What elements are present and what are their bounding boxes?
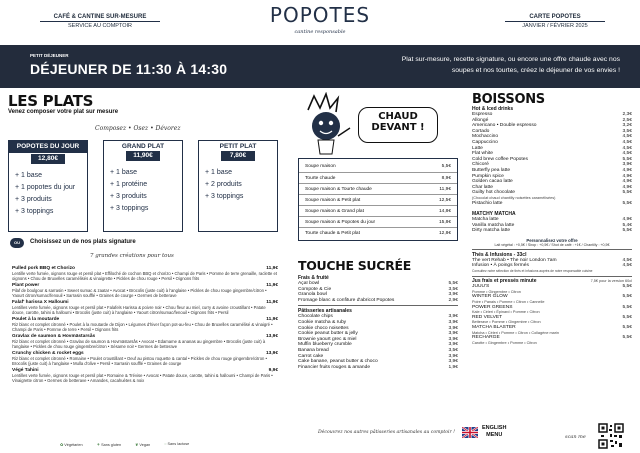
banner-text <box>360 54 620 76</box>
dessert-name: Compote & Cie <box>298 286 332 292</box>
drink-price: 3,9€ <box>622 162 632 168</box>
header-right <box>505 13 605 30</box>
signature-script: 7 grandes créations pour tous <box>90 253 174 259</box>
juice-item <box>472 325 632 335</box>
juice-name: POWER GREENS <box>472 304 513 310</box>
drink-name: The vert Rehab • The noir London 7am <box>472 257 557 263</box>
dessert-price: 3,9€ <box>448 314 458 320</box>
dessert-name: Cake banane, peanut butter & choco <box>298 359 378 365</box>
chaud-item: Soupe maison & Tourte chaude <box>305 186 372 192</box>
plat-item: + 3 produits <box>15 196 52 203</box>
juice-item <box>472 305 632 315</box>
dessert-row <box>298 298 458 304</box>
signature-dish <box>12 266 278 281</box>
plat-box-grand <box>103 140 183 232</box>
ou-badge: OU <box>10 238 24 248</box>
chaud-devant-badge <box>358 107 438 143</box>
dessert-name: Fromage blanc & confiture d'abricot Popotes <box>298 297 395 303</box>
dish-desc: Lentilles verte fumée, oignons rouge et persil plat • Romaine & Trévise • Avocat • Patate douce, carotte, tahini & halloumi • Champi de Paris • Vinaigrette citron • Germes de betterave • Amandes, cacahuètes & noix <box>12 373 273 383</box>
chaud-item: Soupe maison & Grand plat <box>305 208 364 214</box>
plat-item: + 2 produits <box>205 181 242 188</box>
header-left-sub: SERVICE AU COMPTOIR <box>40 21 160 30</box>
dish-price: 9,9€ <box>268 368 278 373</box>
signature-dish <box>12 317 278 332</box>
uk-flag-icon <box>462 425 478 436</box>
plat-box-name: GRAND PLAT <box>121 143 165 150</box>
dish-desc: Lentilles verte fumée, oignons rouge et persil plat • Falafels Harissa & poivre noir • Chou fleur au miel, curry & avoine croustillant • Patate douce, carotte, tahini & halloumi • Brocolis (juste cuit) à l'anglaise • Yaourt citron/sumac/fenouil • Oignons frits • Persil <box>12 305 266 315</box>
plat-item: + 1 popotes du jour <box>15 184 76 191</box>
dessert-price: 3,9€ <box>448 319 458 325</box>
juice-price: 5,5€ <box>622 314 632 320</box>
drink-name: Americano • Double espresso <box>472 123 537 129</box>
signature-dish <box>12 334 278 349</box>
dessert-price: 2,9€ <box>448 297 458 303</box>
boissons-list <box>472 106 632 345</box>
dessert-price: 1,9€ <box>448 364 458 370</box>
legend-item <box>60 442 83 447</box>
drink-name: Infusion • À poings fermés <box>472 263 529 269</box>
header-right-title: CARTE POPOTES <box>529 14 581 20</box>
drink-price: 5,5€ <box>622 200 632 206</box>
drink-price: 4,9€ <box>622 179 632 185</box>
legend-label: Sans gluten <box>101 443 122 447</box>
dessert-name: Cookie matcha & ruby <box>298 319 347 325</box>
dessert-name: Chocolate chips <box>298 314 333 320</box>
dessert-price: 3,9€ <box>448 342 458 348</box>
juice-price: 5,5€ <box>622 325 632 330</box>
drink-name: Pistachio latte <box>472 200 503 206</box>
dessert-price: 3,9€ <box>448 292 458 298</box>
juice-item <box>472 335 632 345</box>
english-label: ENGLISH <box>482 425 507 431</box>
juice-item <box>472 315 632 325</box>
drink-row <box>472 201 632 207</box>
drink-name: Pumpkin spice <box>472 173 504 179</box>
plat-item: + 3 toppings <box>110 205 149 212</box>
tagline: cantine responsable <box>294 29 346 35</box>
legend-item <box>135 442 150 447</box>
the-note: Consultez notre sélection de thés et infusions auprès de notre responsable cuisine <box>472 269 593 274</box>
juice-desc: Pomme • Gingembre • Citron <box>472 289 521 294</box>
plats-title: LES PLATS <box>8 92 94 110</box>
plat-item: + 1 protéine <box>110 181 148 188</box>
chaud-row <box>299 227 457 238</box>
jus-head: Jus frais et pressés minute <box>472 277 537 284</box>
chaud-row <box>299 172 457 183</box>
diet-legend <box>60 442 189 447</box>
drink-price: 5,5€ <box>622 190 632 196</box>
dessert-price: 3,5€ <box>448 286 458 292</box>
milk-icon: ◌ <box>164 442 167 446</box>
juice-name: MATCHA BLASTER <box>472 325 516 330</box>
chaud-item: Tourte chaude & Petit plat <box>305 230 360 236</box>
patis-head: Pâtisseries artisanales <box>298 308 352 315</box>
boissons-title: BOISSONS <box>472 92 545 107</box>
dessert-name: Brownie yaourt grec & miel <box>298 336 357 342</box>
drink-price: 5,5€ <box>622 156 632 162</box>
drink-row <box>472 228 632 234</box>
divider <box>298 305 458 306</box>
dish-name: Pulled pork BBQ et Chorizo <box>12 266 75 271</box>
english-menu-link[interactable] <box>482 425 506 439</box>
dish-name: Gravlax de saumon & Hovmästarsås <box>12 334 96 339</box>
dessert-price: 3,5€ <box>448 347 458 353</box>
chaud-row <box>299 161 457 172</box>
plats-subtitle: Venez composer votre plat sur mesure <box>8 109 119 115</box>
drink-name: Chaï latte <box>472 184 493 190</box>
sucree-script: Découvrez nos autres pâtisseries artisanales au comptoir ! <box>318 430 455 435</box>
legend-label: Sans lactose <box>167 442 190 446</box>
chaud-row <box>299 205 457 216</box>
plat-item: + 1 base <box>205 169 233 176</box>
juice-name: RECHARGE <box>472 335 500 341</box>
plat-box-name: POPOTES DU JOUR <box>9 141 87 153</box>
juice-item <box>472 284 632 294</box>
juice-name: WINTER GLOW <box>472 294 508 300</box>
chaud-price: 14,8€ <box>438 208 451 214</box>
juice-desc: Poire • Panais • Pomme • Citron • Cannelle <box>472 300 545 305</box>
signature-dish <box>12 368 278 383</box>
dessert-price: 3,9€ <box>448 353 458 359</box>
chaud-table <box>298 158 458 241</box>
legend-item <box>97 442 122 447</box>
chaud-item: Tourte chaude <box>305 175 336 181</box>
chaud-price: 12,8€ <box>438 230 451 236</box>
drink-price: 4,5€ <box>622 134 632 140</box>
dish-name: Crunchy chicken & rocket eggs <box>12 351 84 356</box>
dessert-name: Granola bowl <box>298 292 327 298</box>
signature-dish <box>12 300 278 315</box>
scan-me-label: scan me <box>565 434 586 440</box>
juice-desc: Kale • Céleri • Épinard • Pomme • Citron <box>472 310 540 315</box>
juice-name: JUUU'S <box>472 284 490 290</box>
dish-price: 11,9€ <box>266 317 278 322</box>
juice-price: 5,5€ <box>622 294 632 300</box>
chaud-price: 15,8€ <box>438 219 451 225</box>
hot-head: Hot & Iced drinks <box>472 106 514 112</box>
drink-price: 4,5€ <box>622 139 632 145</box>
juice-price: 5,5€ <box>622 284 632 290</box>
drink-name: Cappuccino <box>472 139 498 145</box>
fruit-head: Frais & fruité <box>298 275 329 281</box>
chaud-row <box>299 194 457 205</box>
banner-line-1: Plat sur-mesure, recette signature, ou encore une offre chaude avec nos <box>401 56 620 63</box>
drink-price: 4,5€ <box>622 257 632 263</box>
the-head: Thés & Infusions - 33cl <box>472 251 527 258</box>
banner-small: PETIT DÉJEUNER <box>30 53 69 58</box>
dessert-name: Muffin blueberry crumble <box>298 342 352 348</box>
banner-title: DÉJEUNER DE 11:30 À 14:30 <box>30 61 228 77</box>
chaud-row <box>299 183 457 194</box>
drink-name: Golden cacao latte <box>472 179 513 185</box>
juice-price: 5,5€ <box>622 335 632 341</box>
plat-box-popotes <box>8 140 88 232</box>
drink-price: 3,2€ <box>622 123 632 129</box>
drink-name: Cortado <box>472 128 490 134</box>
dessert-row <box>298 365 458 371</box>
chef-mascot-illustration <box>300 92 358 156</box>
chaud-price: 8,9€ <box>441 175 451 181</box>
banner-line-2: soupes et nos tourtes, créez le déjeuner de vos envies ! <box>451 67 620 74</box>
juice-desc: Carotte • Gingembre • Pomme • Citron <box>472 340 537 345</box>
drink-name: Dirty matcha latte <box>472 228 511 234</box>
drink-name: Flat white <box>472 151 493 157</box>
signature-title: Choisissez un de nos plats signature <box>30 239 136 245</box>
perso-text: Lait végétal : +0,5€ / Sirop : +0,5€ / Shot de café : +1€ / Chantilly : +0,5€ <box>494 242 610 247</box>
juice-item <box>472 294 632 304</box>
plat-box-items <box>104 167 182 215</box>
dish-name: Falaf' harissa X Halloumi <box>12 300 69 305</box>
juice-price: 5,5€ <box>622 304 632 310</box>
plat-box-price: 12,80€ <box>31 154 65 164</box>
plat-box-name: PETIT PLAT <box>219 143 257 150</box>
chaud-item: Soupe maison & Petit plat <box>305 197 361 203</box>
drink-name: Butterfly pea latte <box>472 167 511 173</box>
dish-desc: Riz blanc et complet citronné • Poulet à la moutarde de Dijon • Légumes d'hiver façon pot-au-feu • Chou de Bruxelles caramélisé & vinaigré • Champi de Paris • Pomme de terre • Persil • Oignons frits <box>12 322 273 332</box>
plat-box-petit <box>198 140 278 232</box>
dish-price: 13,9€ <box>265 351 278 356</box>
dessert-price: 3,9€ <box>448 336 458 342</box>
plat-box-items <box>199 167 277 203</box>
chaud-price: 11,9€ <box>439 186 451 192</box>
lunch-banner <box>0 45 640 88</box>
drink-name: Vanilla matcha latte <box>472 222 515 228</box>
jus-note: 7,5€ pour la version 60cl <box>590 278 632 283</box>
plat-box-price: 7,80€ <box>221 151 255 161</box>
drink-name: Latte <box>472 145 483 151</box>
signature-list <box>12 266 278 385</box>
dessert-name: Cookie choco noisettes <box>298 325 349 331</box>
header-right-sub: JANVIER / FÉVRIER 2025 <box>505 21 605 30</box>
dessert-name: Carrot cake <box>298 353 324 359</box>
juice-name: RED VELVET <box>472 314 503 320</box>
dish-price: 11,9€ <box>266 283 278 288</box>
qr-code-icon[interactable] <box>598 423 624 449</box>
dessert-price: 3,9€ <box>448 359 458 365</box>
dessert-name: Financier fruits rouges & amande <box>298 364 371 370</box>
chaud-item: Soupe maison <box>305 164 336 169</box>
dessert-name: Banana bread <box>298 347 329 353</box>
chaud-title-2: DEVANT ! <box>371 122 425 133</box>
divider <box>472 249 632 250</box>
drink-price: 4,9€ <box>622 217 632 223</box>
guilty-note: (Chocolat chaud chantilly noisettes caramélisées) <box>472 195 556 200</box>
legend-label: Végétarien <box>64 443 83 447</box>
sucree-list <box>298 275 458 370</box>
dish-desc: Riz blanc et complet citronné • Romaine • Poulet croustillant • Oeuf au pistou roquette & cantal • Pickles de chou rouge gingembre/citron • Brocolis (juste cuit) à l'anglaise • Mulla d'olive • Persil • Sarrasin soufflé • Graines de courge <box>12 356 267 366</box>
drink-name: Espresso <box>472 112 493 117</box>
juice-desc: Matcha • Céleri • Pomme • Citron • Collagène marin <box>472 330 559 335</box>
dish-price: 13,9€ <box>265 334 278 339</box>
drink-price: 5,5€ <box>622 228 632 234</box>
drink-name: Allongé <box>472 117 489 123</box>
dish-price: 11,9€ <box>266 266 278 271</box>
plat-box-items <box>9 170 87 218</box>
dessert-price: 3,9€ <box>448 325 458 331</box>
drink-price: 2,3€ <box>622 112 632 117</box>
plat-item: + 3 toppings <box>205 193 244 200</box>
drink-price: 4,9€ <box>622 167 632 173</box>
dessert-price: 3,9€ <box>448 331 458 337</box>
dish-name: Végé Tahini <box>12 368 39 373</box>
perso-head: Personnalisez votre offre <box>526 237 578 243</box>
dish-name: Plant power <box>12 283 40 288</box>
plat-box-price: 11,90€ <box>126 151 160 161</box>
dish-desc: Pilaf de boulgour & sarrasin • Sweet sumac & zaatar • Avocat • Brocolis (juste cuit) à l'anglaise • Pickles de chou rouge gingembre/citron • Yaourt citron/sumac/fenouil • Sarrasin soufflé • Graines de courge • Germes de betterave <box>12 288 267 298</box>
drink-name: Mochaccino <box>472 134 499 140</box>
drink-name: Cold brew coffee Popotes <box>472 156 528 162</box>
wheat-icon: ⚘ <box>96 443 101 447</box>
chaud-row <box>299 216 457 227</box>
dish-desc: Riz blanc et complet citronné • Gravlax de saumon & Hovmästarsås • Avocat • Edamame & ananas au gingembre • Brocolis (juste cuit) à l'anglaise • Pickles de chou rouge gingembre/citron • Sésame noir • Germes de betterave <box>12 339 266 349</box>
dessert-price: 5,5€ <box>448 281 458 286</box>
drink-price: 4,5€ <box>622 151 632 157</box>
chaud-price: 12,5€ <box>438 197 451 203</box>
chaud-item: Soupe maison & Popotes du jour <box>305 219 376 225</box>
juice-desc: Betterave • Pomme • Gingembre • Citron <box>472 320 541 325</box>
dessert-name: Açaï bowl <box>298 281 320 286</box>
signature-dish <box>12 351 278 366</box>
drink-name: Matcha latte <box>472 217 499 223</box>
drink-price: 4,5€ <box>622 263 632 269</box>
drink-price: 4,5€ <box>622 145 632 151</box>
dish-desc: Lentille verte fumée, oignons rouge et persil plat • Effiloché de cochon BBQ et chorizo • Champi de Paris • Pomme de terre grenaille, raclette et oignons • Chou de Bruxelles caramélisés & vinaigrette • Pickles de chou rouge • Persil • Oignons frits <box>12 271 278 281</box>
drink-name: Guilty hot chocolate <box>472 190 515 196</box>
dish-name: Poulet à la moutarde <box>12 317 60 322</box>
dessert-name: Cookie peanut butter & jelly <box>298 331 358 337</box>
chaud-price: 5,5€ <box>441 164 451 169</box>
drink-price: 4,9€ <box>622 173 632 179</box>
header-left <box>40 13 160 30</box>
legend-label: Vegan <box>139 443 151 447</box>
leaf-icon: ✿ <box>60 443 64 447</box>
legend-item <box>164 442 189 447</box>
drink-price: 5,4€ <box>622 222 632 228</box>
drink-price: 3,5€ <box>622 128 632 134</box>
drink-name: Chicoré <box>472 162 489 168</box>
vegan-icon: ❦ <box>135 443 139 447</box>
plat-item: + 1 base <box>110 169 138 176</box>
signature-dish <box>12 283 278 298</box>
matcha-head: MATCHY MATCHA <box>472 211 516 218</box>
plat-item: + 3 produits <box>110 193 147 200</box>
chaud-title-1: CHAUD <box>378 111 418 122</box>
logo: POPOTES <box>269 3 371 27</box>
plat-item: + 3 toppings <box>15 208 54 215</box>
drink-price: 4,9€ <box>622 184 632 190</box>
divider <box>472 276 632 277</box>
plats-script: Composez • Osez • Dévorez <box>95 125 181 132</box>
drink-price: 2,5€ <box>622 117 632 123</box>
sucree-title: TOUCHE SUCRÉE <box>298 258 411 273</box>
menu-label: MENU <box>486 432 503 438</box>
header-left-title: CAFÉ & CANTINE SUR-MESURE <box>53 14 147 20</box>
plat-item: + 1 base <box>15 172 43 179</box>
dish-price: 11,9€ <box>266 300 278 305</box>
